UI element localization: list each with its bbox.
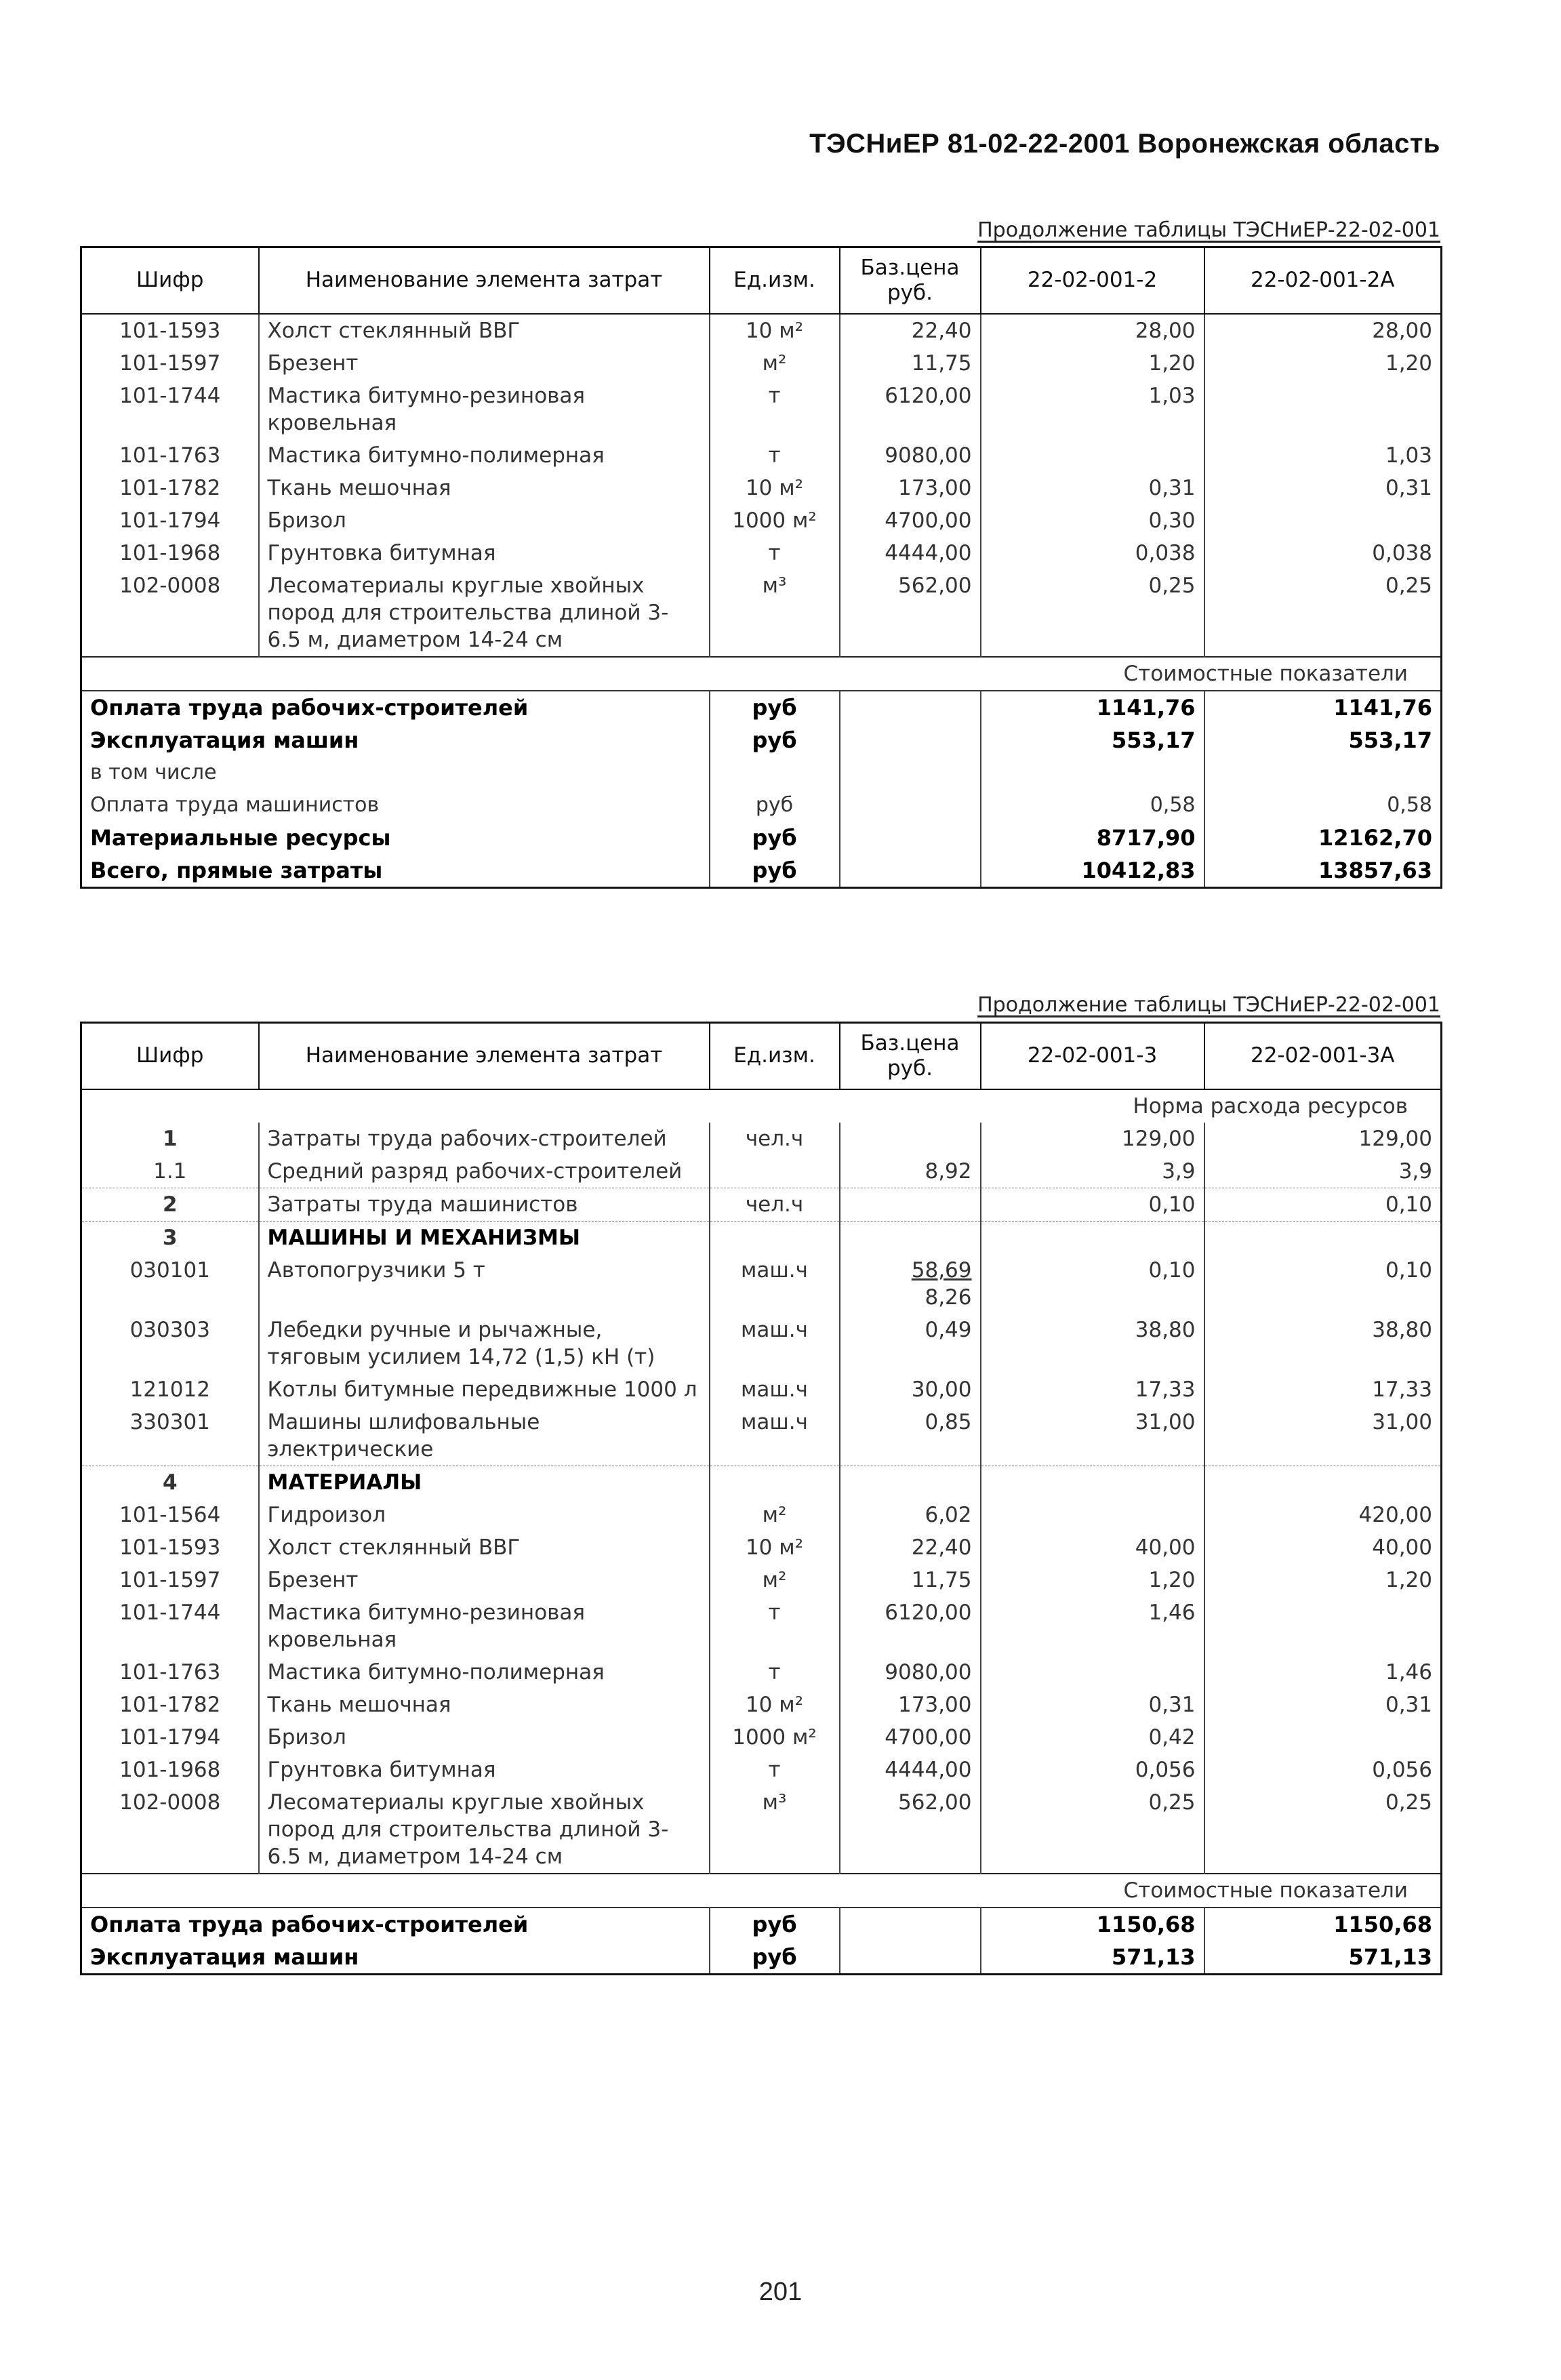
row-value-1: 1,20 [981, 1564, 1204, 1596]
row-value-2: 3,9 [1204, 1155, 1442, 1188]
table-row [81, 347, 1442, 380]
cost-price [840, 757, 981, 789]
row-value-2 [1204, 1466, 1442, 1499]
row-price: 4444,00 [840, 537, 981, 569]
row-code: 1.1 [81, 1155, 259, 1188]
cost-row [81, 691, 1442, 724]
row-price [840, 1499, 981, 1531]
row-name: Грунтовка битумная [259, 537, 710, 569]
row-price-value: 22,40 [911, 1535, 972, 1560]
cost-section-header [81, 1874, 1442, 1908]
cost-row [81, 854, 1442, 888]
row-unit: т [710, 1596, 840, 1656]
resource-table-1 [80, 246, 1442, 889]
col-code-header: Шифр [81, 247, 259, 315]
row-code: 3 [81, 1222, 259, 1255]
table-row [81, 1531, 1442, 1564]
col-price-header: Баз.цена руб. [840, 1023, 981, 1090]
row-price [840, 1786, 981, 1874]
row-price [840, 1466, 981, 1499]
table-row [81, 1466, 1442, 1499]
col-name-header: Наименование элемента затрат [259, 247, 710, 315]
col-code-header: Шифр [81, 1023, 259, 1090]
cost-name: Эксплуатация машин [81, 724, 710, 757]
row-name: Грунтовка битумная [259, 1754, 710, 1786]
row-price-value: 6,02 [925, 1503, 972, 1527]
row-value-2: 0,038 [1204, 537, 1442, 569]
row-price-value: 8,92 [925, 1159, 972, 1184]
row-price [840, 1406, 981, 1466]
row-value-1 [981, 1656, 1204, 1689]
row-value-2: 31,00 [1204, 1406, 1442, 1466]
row-unit: м² [710, 347, 840, 380]
row-code: 330301 [81, 1406, 259, 1466]
cost-unit: руб [710, 724, 840, 757]
cost-value-1: 0,58 [981, 789, 1204, 822]
cost-row [81, 724, 1442, 757]
table1-header-row [81, 247, 1442, 315]
row-value-2: 0,10 [1204, 1254, 1442, 1314]
row-price [840, 1222, 981, 1255]
row-price [840, 1531, 981, 1564]
cost-price [840, 691, 981, 724]
table-row [81, 1786, 1442, 1874]
row-price-value: 173,00 [898, 1693, 972, 1717]
table2-body [81, 1089, 1442, 1975]
row-unit [710, 1222, 840, 1255]
row-value-1: 3,9 [981, 1155, 1204, 1188]
row-value-1 [981, 439, 1204, 472]
cost-row [81, 789, 1442, 822]
row-price: 9080,00 [840, 439, 981, 472]
table-row [81, 1188, 1442, 1222]
cost-value-1: 571,13 [981, 1941, 1204, 1975]
row-value-2: 38,80 [1204, 1314, 1442, 1373]
col-name-header: Наименование элемента затрат [259, 1023, 710, 1090]
row-code: 4 [81, 1466, 259, 1499]
cost-value-1: 8717,90 [981, 822, 1204, 854]
row-code: 101-1968 [81, 1754, 259, 1786]
table-row [81, 472, 1442, 504]
row-value-1: 0,038 [981, 537, 1204, 569]
row-unit: т [710, 1754, 840, 1786]
table-row [81, 1222, 1442, 1255]
row-value-1: 1,03 [981, 380, 1204, 439]
cost-value-1: 1141,76 [981, 691, 1204, 724]
col-v2-header: 22-02-001-2А [1204, 247, 1442, 315]
row-unit: м² [710, 1564, 840, 1596]
cost-name: Оплата труда машинистов [81, 789, 710, 822]
cost-name: в том числе [81, 757, 710, 789]
col-unit-header: Ед.изм. [710, 247, 840, 315]
cost-price [840, 789, 981, 822]
row-code: 101-1782 [81, 1689, 259, 1721]
row-price-value: 58,69 [911, 1258, 972, 1283]
row-price [840, 1373, 981, 1406]
page-number: 201 [758, 2278, 803, 2306]
row-value-2: 0,25 [1204, 569, 1442, 657]
row-name: Мастика битумно-резиновая кровельная [259, 380, 710, 439]
cost-row [81, 822, 1442, 854]
row-unit: 10 м² [710, 1531, 840, 1564]
row-unit [710, 1155, 840, 1188]
row-unit: маш.ч [710, 1406, 840, 1466]
row-price [840, 1656, 981, 1689]
row-price [840, 1188, 981, 1222]
row-price-value: 0,85 [925, 1410, 972, 1434]
row-code: 102-0008 [81, 569, 259, 657]
row-value-1: 17,33 [981, 1373, 1204, 1406]
row-unit: 1000 м² [710, 1721, 840, 1754]
section-header-cell [81, 657, 1442, 691]
table-row [81, 1373, 1442, 1406]
row-price: 6120,00 [840, 380, 981, 439]
col-unit-header: Ед.изм. [710, 1023, 840, 1090]
table-row [81, 1754, 1442, 1786]
row-value-1 [981, 1222, 1204, 1255]
row-unit: чел.ч [710, 1123, 840, 1155]
row-name: МАШИНЫ И МЕХАНИЗМЫ [259, 1222, 710, 1255]
row-code: 101-1968 [81, 537, 259, 569]
row-code: 101-1564 [81, 1499, 259, 1531]
row-value-1 [981, 1499, 1204, 1531]
cost-value-2: 0,58 [1204, 789, 1442, 822]
row-name: Затраты труда машинистов [259, 1188, 710, 1222]
row-value-2: 0,31 [1204, 472, 1442, 504]
row-price-value: 30,00 [911, 1377, 972, 1402]
row-value-2 [1204, 1222, 1442, 1255]
section-header-cell [81, 1089, 1442, 1123]
cost-section-header-label: Стоимостные показатели [1123, 1878, 1408, 1903]
cost-value-2: 12162,70 [1204, 822, 1442, 854]
table-row [81, 1564, 1442, 1596]
row-price-value: 562,00 [898, 1790, 972, 1815]
row-unit: 1000 м² [710, 504, 840, 537]
table-row [81, 1406, 1442, 1466]
row-value-2 [1204, 1596, 1442, 1656]
cost-name: Эксплуатация машин [81, 1941, 710, 1975]
cost-value-2: 571,13 [1204, 1941, 1442, 1975]
cost-name: Оплата труда рабочих-строителей [81, 691, 710, 724]
row-name: Бризол [259, 1721, 710, 1754]
row-price: 173,00 [840, 472, 981, 504]
row-unit: м³ [710, 569, 840, 657]
row-name: Брезент [259, 1564, 710, 1596]
cost-price [840, 1908, 981, 1941]
row-price [840, 1596, 981, 1656]
row-value-1: 0,42 [981, 1721, 1204, 1754]
row-code: 101-1597 [81, 347, 259, 380]
cost-name: Всего, прямые затраты [81, 854, 710, 888]
row-unit: чел.ч [710, 1188, 840, 1222]
cost-unit: руб [710, 1908, 840, 1941]
row-value-1: 0,25 [981, 1786, 1204, 1874]
table-row [81, 504, 1442, 537]
table-row [81, 1123, 1442, 1155]
table-row [81, 1254, 1442, 1314]
cost-name: Оплата труда рабочих-строителей [81, 1908, 710, 1941]
row-name: Автопогрузчики 5 т [259, 1254, 710, 1314]
row-name: Холст стеклянный ВВГ [259, 1531, 710, 1564]
row-value-1: 0,10 [981, 1254, 1204, 1314]
row-price-value: 6120,00 [885, 1600, 972, 1625]
row-name: Брезент [259, 347, 710, 380]
row-name: Ткань мешочная [259, 1689, 710, 1721]
row-name: Мастика битумно-полимерная [259, 1656, 710, 1689]
row-price [840, 1314, 981, 1373]
row-value-2: 40,00 [1204, 1531, 1442, 1564]
row-price [840, 1254, 981, 1314]
row-code: 101-1782 [81, 472, 259, 504]
row-price-value: 9080,00 [885, 1660, 972, 1685]
row-name: Ткань мешочная [259, 472, 710, 504]
row-value-2 [1204, 380, 1442, 439]
cost-value-2: 1141,76 [1204, 691, 1442, 724]
table2-header-row [81, 1023, 1442, 1090]
row-code: 030303 [81, 1314, 259, 1373]
table-row [81, 380, 1442, 439]
row-code: 101-1744 [81, 1596, 259, 1656]
cost-unit [710, 757, 840, 789]
row-unit: маш.ч [710, 1314, 840, 1373]
row-price-value: 4700,00 [885, 1725, 972, 1750]
row-code: 1 [81, 1123, 259, 1155]
row-value-2: 28,00 [1204, 314, 1442, 347]
row-code: 121012 [81, 1373, 259, 1406]
row-code: 101-1597 [81, 1564, 259, 1596]
row-name: Мастика битумно-полимерная [259, 439, 710, 472]
norm-section-header [81, 1089, 1442, 1123]
resource-table-2 [80, 1022, 1442, 1975]
cost-unit: руб [710, 822, 840, 854]
row-unit: т [710, 380, 840, 439]
row-name: Лебедки ручные и рычажные, тяговым усилием 14,72 (1,5) кН (т) [259, 1314, 710, 1373]
table2-caption: Продолжение таблицы ТЭСНиЕР-22-02-001 [977, 993, 1440, 1017]
row-value-1: 0,30 [981, 504, 1204, 537]
cost-price [840, 822, 981, 854]
col-v2-header: 22-02-001-3А [1204, 1023, 1442, 1090]
cost-value-2: 1150,68 [1204, 1908, 1442, 1941]
row-price-value: 0,49 [925, 1318, 972, 1342]
row-name: Холст стеклянный ВВГ [259, 314, 710, 347]
cost-value-1 [981, 757, 1204, 789]
row-name: Котлы битумные передвижные 1000 л [259, 1373, 710, 1406]
norm-section-header-label: Норма расхода ресурсов [1133, 1094, 1408, 1118]
row-name: Бризол [259, 504, 710, 537]
row-code: 101-1794 [81, 504, 259, 537]
cost-price [840, 854, 981, 888]
row-name: Средний разряд рабочих-строителей [259, 1155, 710, 1188]
row-name: Лесоматериалы круглые хвойных пород для строительства длиной 3-6.5 м, диаметром 14-24 см [259, 569, 710, 657]
row-code: 102-0008 [81, 1786, 259, 1874]
row-value-2: 129,00 [1204, 1123, 1442, 1155]
row-code: 2 [81, 1188, 259, 1222]
row-price: 11,75 [840, 347, 981, 380]
row-value-1 [981, 1466, 1204, 1499]
row-unit: 10 м² [710, 314, 840, 347]
table1-body [81, 314, 1442, 888]
row-name: Машины шлифовальные электрические [259, 1406, 710, 1466]
row-code: 101-1763 [81, 439, 259, 472]
row-unit: т [710, 439, 840, 472]
col-v1-header: 22-02-001-2 [981, 247, 1204, 315]
row-price-value: 4444,00 [885, 1758, 972, 1782]
row-value-2: 1,46 [1204, 1656, 1442, 1689]
row-name: Гидроизол [259, 1499, 710, 1531]
row-name: Мастика битумно-резиновая кровельная [259, 1596, 710, 1656]
row-price [840, 1123, 981, 1155]
row-code: 101-1763 [81, 1656, 259, 1689]
row-value-2: 0,10 [1204, 1188, 1442, 1222]
cost-value-1: 553,17 [981, 724, 1204, 757]
row-price [840, 1754, 981, 1786]
row-price [840, 1564, 981, 1596]
row-price [840, 1689, 981, 1721]
row-value-2 [1204, 1721, 1442, 1754]
cost-section-header [81, 657, 1442, 691]
row-price [840, 1721, 981, 1754]
cost-name: Материальные ресурсы [81, 822, 710, 854]
row-unit: 10 м² [710, 1689, 840, 1721]
row-name: Лесоматериалы круглые хвойных пород для строительства длиной 3-6.5 м, диаметром 14-24 см [259, 1786, 710, 1874]
row-value-1: 0,10 [981, 1188, 1204, 1222]
row-price: 22,40 [840, 314, 981, 347]
cost-value-2: 13857,63 [1204, 854, 1442, 888]
cost-value-2: 553,17 [1204, 724, 1442, 757]
cost-row [81, 1908, 1442, 1941]
cost-price [840, 724, 981, 757]
table-row [81, 569, 1442, 657]
table-row [81, 1596, 1442, 1656]
section-header-cell [81, 1874, 1442, 1908]
row-price: 4700,00 [840, 504, 981, 537]
row-unit: т [710, 537, 840, 569]
row-value-2: 17,33 [1204, 1373, 1442, 1406]
row-unit: м³ [710, 1786, 840, 1874]
table-row [81, 1314, 1442, 1373]
row-unit: м² [710, 1499, 840, 1531]
row-code: 030101 [81, 1254, 259, 1314]
row-code: 101-1794 [81, 1721, 259, 1754]
table-row [81, 1155, 1442, 1188]
cost-value-2 [1204, 757, 1442, 789]
cost-price [840, 1941, 981, 1975]
table-row [81, 314, 1442, 347]
table-row [81, 1656, 1442, 1689]
row-value-2: 1,03 [1204, 439, 1442, 472]
row-value-1: 0,31 [981, 1689, 1204, 1721]
row-price [840, 1155, 981, 1188]
cost-value-1: 1150,68 [981, 1908, 1204, 1941]
row-value-2 [1204, 504, 1442, 537]
row-value-2: 420,00 [1204, 1499, 1442, 1531]
cost-unit: руб [710, 789, 840, 822]
cost-row [81, 757, 1442, 789]
row-unit: маш.ч [710, 1373, 840, 1406]
table1-caption: Продолжение таблицы ТЭСНиЕР-22-02-001 [977, 218, 1440, 242]
cost-unit: руб [710, 1941, 840, 1975]
row-value-1: 0,25 [981, 569, 1204, 657]
row-name: МАТЕРИАЛЫ [259, 1466, 710, 1499]
row-unit: 10 м² [710, 472, 840, 504]
row-value-1: 0,056 [981, 1754, 1204, 1786]
row-value-2: 0,25 [1204, 1786, 1442, 1874]
table-row [81, 439, 1442, 472]
row-value-2: 1,20 [1204, 1564, 1442, 1596]
row-price: 562,00 [840, 569, 981, 657]
cost-value-1: 10412,83 [981, 854, 1204, 888]
row-value-1: 1,20 [981, 347, 1204, 380]
cost-row [81, 1941, 1442, 1975]
cost-unit: руб [710, 854, 840, 888]
row-unit: маш.ч [710, 1254, 840, 1314]
row-value-1: 0,31 [981, 472, 1204, 504]
row-value-2: 1,20 [1204, 347, 1442, 380]
row-value-2: 0,31 [1204, 1689, 1442, 1721]
row-price-secondary: 8,26 [925, 1285, 972, 1310]
row-price-value: 11,75 [911, 1568, 972, 1592]
table-row [81, 1721, 1442, 1754]
row-unit: т [710, 1656, 840, 1689]
row-value-2: 0,056 [1204, 1754, 1442, 1786]
table-row [81, 1689, 1442, 1721]
row-code: 101-1593 [81, 314, 259, 347]
row-code: 101-1593 [81, 1531, 259, 1564]
row-name: Затраты труда рабочих-строителей [259, 1123, 710, 1155]
row-unit [710, 1466, 840, 1499]
table-row [81, 537, 1442, 569]
cost-unit: руб [710, 691, 840, 724]
row-value-1: 40,00 [981, 1531, 1204, 1564]
cost-section-header-label: Стоимостные показатели [1123, 662, 1408, 686]
row-value-1: 129,00 [981, 1123, 1204, 1155]
row-value-1: 31,00 [981, 1406, 1204, 1466]
document-header: ТЭСНиЕР 81-02-22-2001 Воронежская область [809, 129, 1440, 159]
row-code: 101-1744 [81, 380, 259, 439]
table-row [81, 1499, 1442, 1531]
row-value-1: 28,00 [981, 314, 1204, 347]
row-value-1: 1,46 [981, 1596, 1204, 1656]
col-v1-header: 22-02-001-3 [981, 1023, 1204, 1090]
row-value-1: 38,80 [981, 1314, 1204, 1373]
col-price-header: Баз.цена руб. [840, 247, 981, 315]
